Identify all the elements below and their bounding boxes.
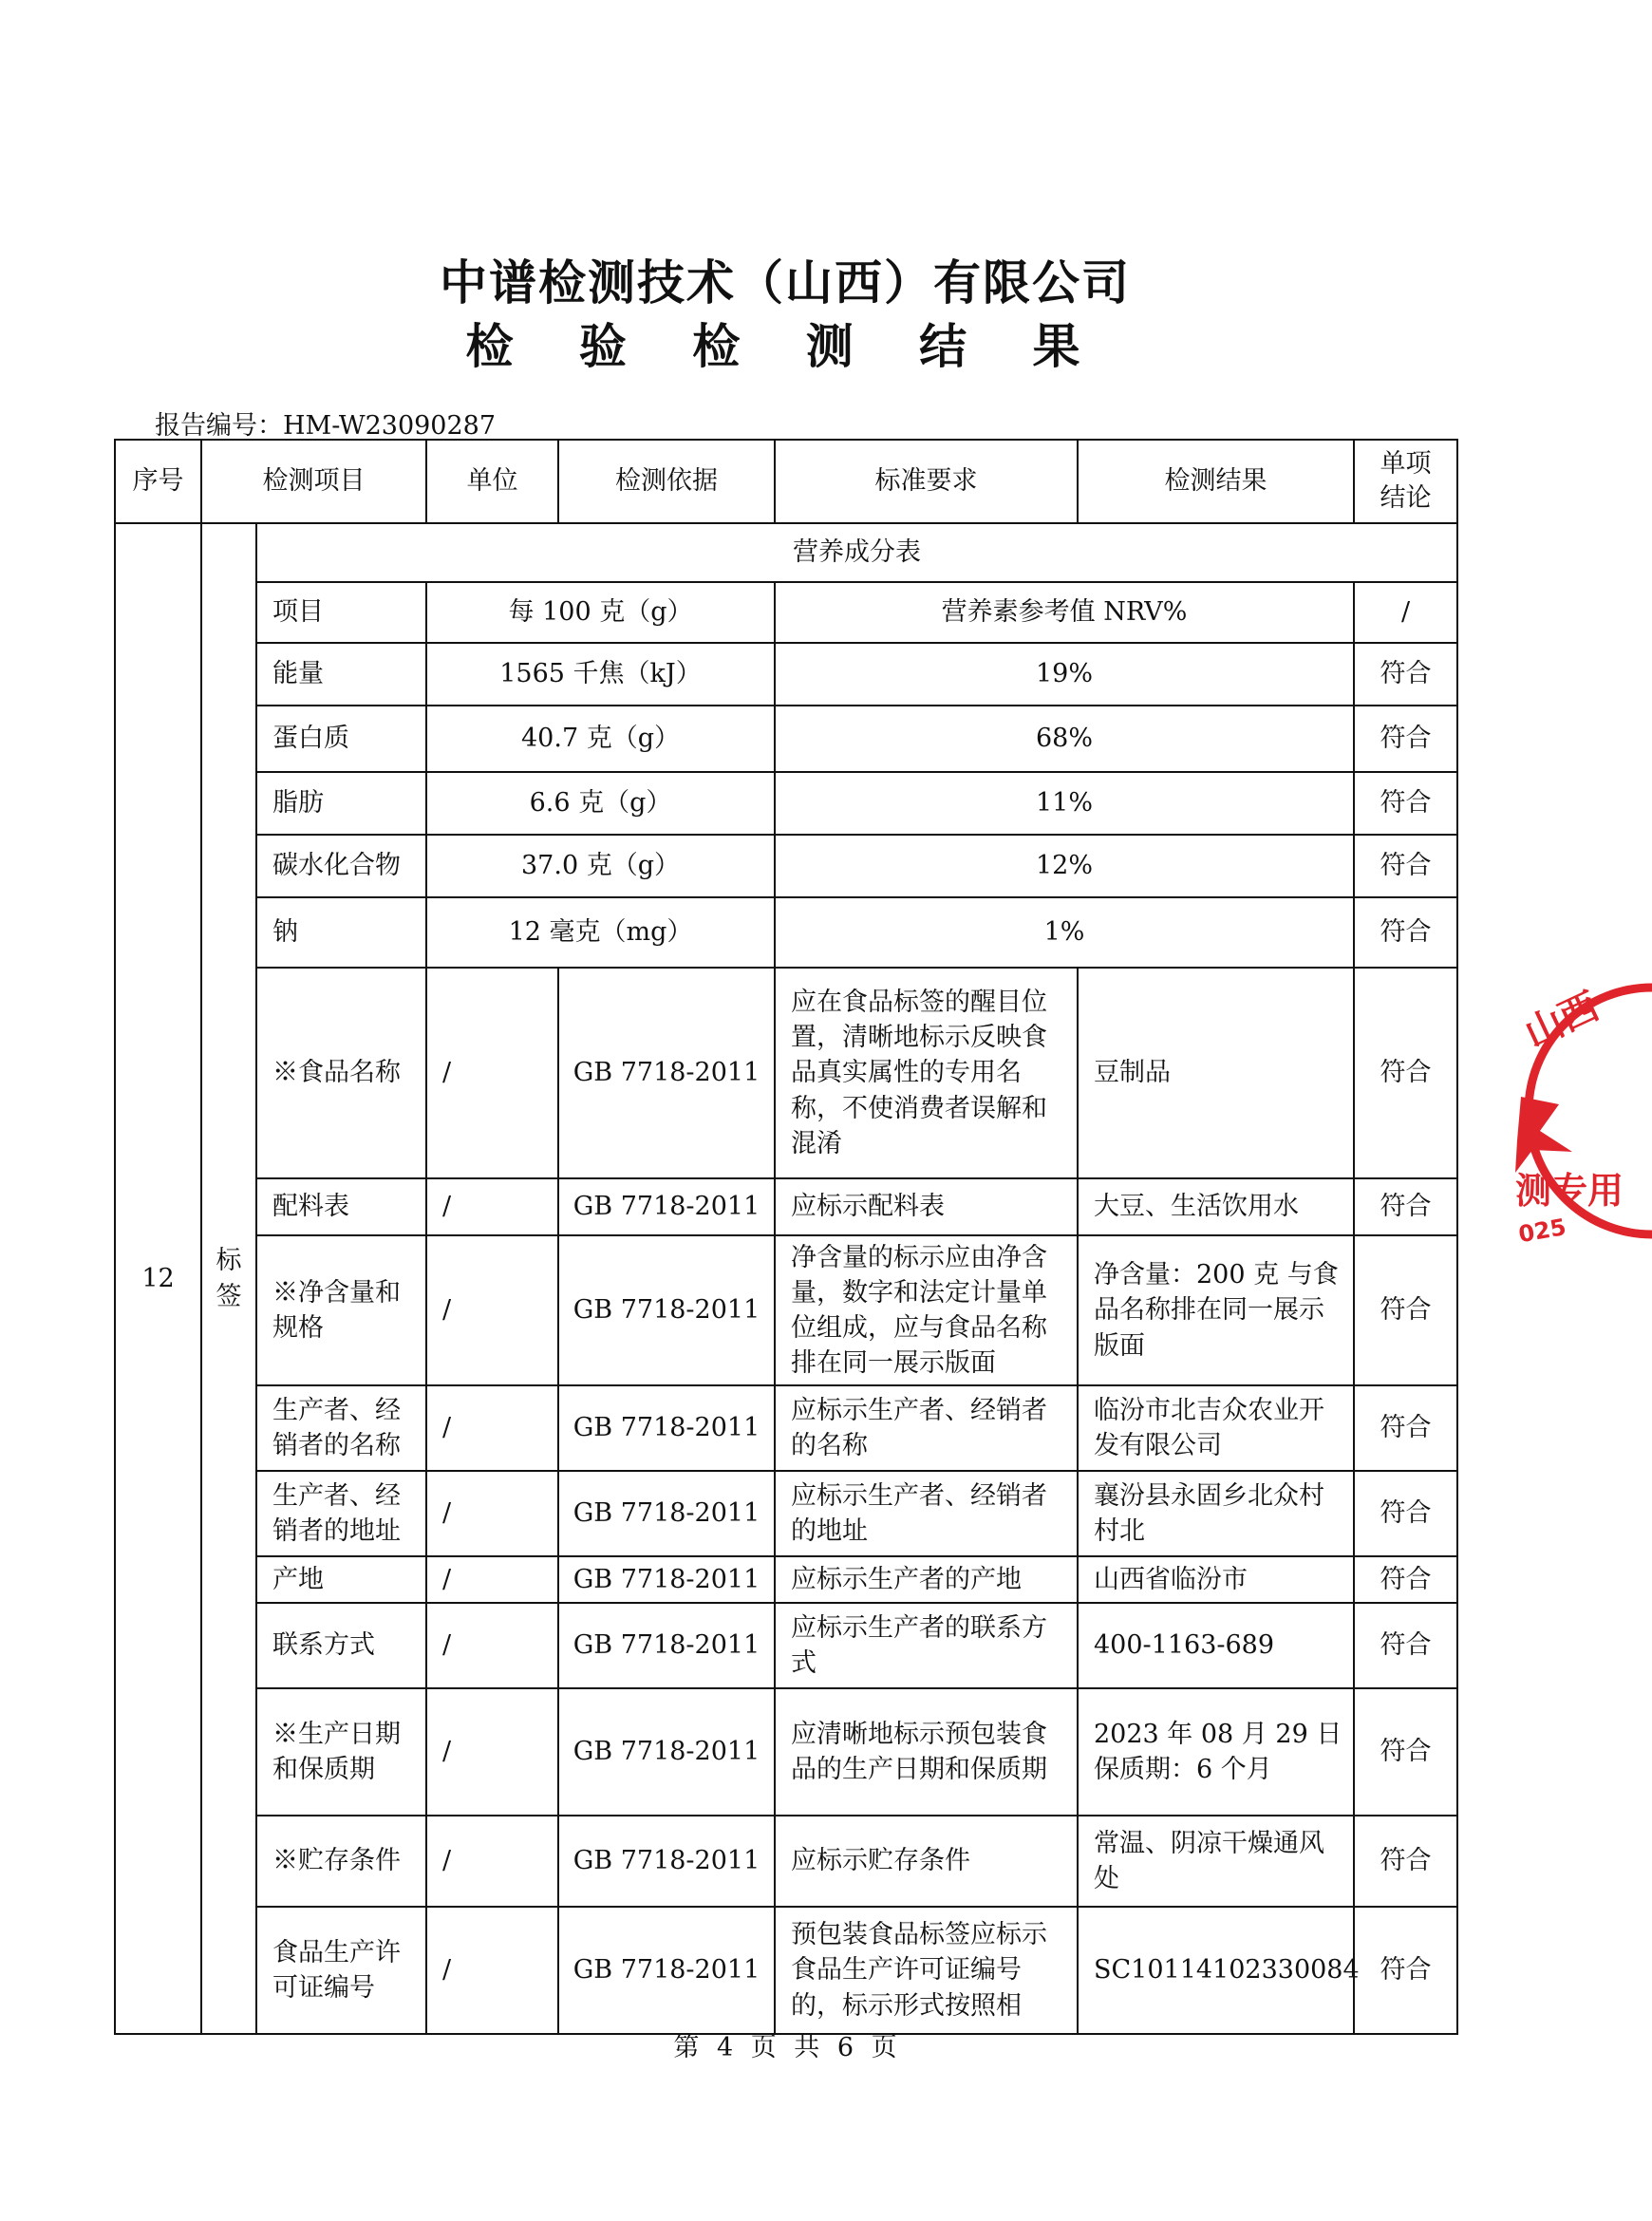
item-conclusion: 符合: [1354, 968, 1457, 1178]
category-text: 标签: [216, 1245, 242, 1311]
item-requirement: 应在食品标签的醒目位置，清晰地标示反映食品真实属性的专用名称，不使消费者误解和混淆: [775, 968, 1078, 1178]
nutrition-title: 营养成分表: [256, 523, 1457, 582]
label-item-row: [115, 1235, 1457, 1385]
stamp-text-num: 025: [1516, 1214, 1568, 1249]
item-requirement: 净含量的标示应由净含量，数字和法定计量单位组成，应与食品名称排在同一展示版面: [775, 1235, 1078, 1385]
nutrient-nrv: 12%: [775, 835, 1354, 897]
item-unit: /: [426, 1178, 558, 1235]
item-basis: GB 7718-2011: [558, 1471, 775, 1556]
item-basis: GB 7718-2011: [558, 1385, 775, 1471]
item-conclusion: 符合: [1354, 1556, 1457, 1603]
item-result: 净含量：200 克 与食品名称排在同一展示版面: [1078, 1235, 1354, 1385]
label-item-row: [115, 1471, 1457, 1556]
item-name: 食品生产许可证编号: [256, 1907, 426, 2034]
label-item-row: [115, 1907, 1457, 2034]
col-header-requirement: 标准要求: [775, 440, 1078, 523]
conclusion-header-text: 单项结论: [1380, 448, 1432, 513]
nutrient-name: 蛋白质: [256, 706, 426, 772]
item-conclusion: 符合: [1354, 1688, 1457, 1816]
col-header-unit: 单位: [426, 440, 558, 523]
item-basis: GB 7718-2011: [558, 1178, 775, 1235]
nutrient-per100: 12 毫克（mg）: [426, 897, 775, 968]
label-item-row: [115, 1688, 1457, 1816]
page-number: 第 4 页 共 6 页: [673, 2033, 897, 2062]
item-basis: GB 7718-2011: [558, 1907, 775, 2034]
item-conclusion: 符合: [1354, 1816, 1457, 1907]
item-unit: /: [426, 1688, 558, 1816]
item-unit: /: [426, 968, 558, 1178]
nutrient-nrv: 11%: [775, 772, 1354, 835]
item-result: 常温、阴凉干燥通风处: [1078, 1816, 1354, 1907]
label-item-row: [115, 1385, 1457, 1471]
document-title: 检 验 检 测 结 果: [465, 319, 1105, 374]
item-unit: /: [426, 1471, 558, 1556]
item-requirement: 应标示生产者的联系方式: [775, 1603, 1078, 1688]
item-requirement: 应标示生产者的产地: [775, 1556, 1078, 1603]
item-result: 400-1163-689: [1078, 1603, 1354, 1688]
nutrient-per100: 6.6 克（g）: [426, 772, 775, 835]
nutrient-conclusion: 符合: [1354, 835, 1457, 897]
nutrient-conclusion: 符合: [1354, 897, 1457, 968]
item-conclusion: 符合: [1354, 1603, 1457, 1688]
nutrient-per100: 1565 千焦（kJ）: [426, 643, 775, 706]
item-requirement: 应标示生产者、经销者的地址: [775, 1471, 1078, 1556]
col-header-basis: 检测依据: [558, 440, 775, 523]
item-name: 联系方式: [256, 1603, 426, 1688]
label-item-row: [115, 1816, 1457, 1907]
nutrient-name: 能量: [256, 643, 426, 706]
item-conclusion: 符合: [1354, 1385, 1457, 1471]
item-basis: GB 7718-2011: [558, 1235, 775, 1385]
item-name: ※食品名称: [256, 968, 426, 1178]
header-row: [115, 440, 1457, 523]
col-header-seq: 序号: [115, 440, 201, 523]
nutrient-nrv: 1%: [775, 897, 1354, 968]
item-unit: /: [426, 1235, 558, 1385]
item-unit: /: [426, 1385, 558, 1471]
label-item-row: [115, 1178, 1457, 1235]
nutrition-row: [115, 706, 1457, 772]
col-header-conclusion: [1354, 440, 1457, 523]
group-category: [201, 523, 256, 2034]
item-result: 山西省临汾市: [1078, 1556, 1354, 1603]
nutrition-head-conclusion: /: [1354, 582, 1457, 643]
item-name: 配料表: [256, 1178, 426, 1235]
item-unit: /: [426, 1603, 558, 1688]
item-requirement: 应清晰地标示预包装食品的生产日期和保质期: [775, 1688, 1078, 1816]
report-number: 报告编号：HM-W23090287: [155, 411, 497, 441]
item-unit: /: [426, 1816, 558, 1907]
item-basis: GB 7718-2011: [558, 968, 775, 1178]
nutrient-nrv: 68%: [775, 706, 1354, 772]
item-basis: GB 7718-2011: [558, 1556, 775, 1603]
item-name: ※贮存条件: [256, 1816, 426, 1907]
nutrient-per100: 40.7 克（g）: [426, 706, 775, 772]
nutrition-head-nrv: 营养素参考值 NRV%: [775, 582, 1354, 643]
item-requirement: 应标示配料表: [775, 1178, 1078, 1235]
item-name: 生产者、经销者的地址: [256, 1471, 426, 1556]
nutrient-conclusion: 符合: [1354, 706, 1457, 772]
nutrient-name: 钠: [256, 897, 426, 968]
nutrient-conclusion: 符合: [1354, 643, 1457, 706]
nutrient-name: 碳水化合物: [256, 835, 426, 897]
item-result: 大豆、生活饮用水: [1078, 1178, 1354, 1235]
item-conclusion: 符合: [1354, 1471, 1457, 1556]
col-header-item: 检测项目: [201, 440, 426, 523]
item-unit: /: [426, 1907, 558, 2034]
nutrition-head-row: [115, 582, 1457, 643]
stamp-text-top: 山西: [1518, 984, 1606, 1057]
item-conclusion: 符合: [1354, 1178, 1457, 1235]
item-basis: GB 7718-2011: [558, 1603, 775, 1688]
item-requirement: 预包装食品标签应标示食品生产许可证编号的，标示形式按照相: [775, 1907, 1078, 2034]
item-name: ※生产日期和保质期: [256, 1688, 426, 1816]
item-basis: GB 7718-2011: [558, 1688, 775, 1816]
company-title: 中谱检测技术（山西）有限公司: [440, 255, 1131, 311]
label-item-row: [115, 1556, 1457, 1603]
item-conclusion: 符合: [1354, 1907, 1457, 2034]
item-result: 临汾市北吉众农业开发有限公司: [1078, 1385, 1354, 1471]
nutrition-row: [115, 643, 1457, 706]
col-header-result: 检测结果: [1078, 440, 1354, 523]
label-item-row: [115, 1603, 1457, 1688]
item-result: 襄汾县永固乡北众村村北: [1078, 1471, 1354, 1556]
label-item-row: [115, 968, 1457, 1178]
nutrition-head-item: 项目: [256, 582, 426, 643]
results-table: [114, 439, 1458, 2035]
nutrient-per100: 37.0 克（g）: [426, 835, 775, 897]
nutrition-title-row: [115, 523, 1457, 582]
item-result: 豆制品: [1078, 968, 1354, 1178]
stamp-text-mid: 测专用: [1515, 1170, 1624, 1212]
item-name: 生产者、经销者的名称: [256, 1385, 426, 1471]
item-result: 2023 年 08 月 29 日 保质期：6 个月: [1078, 1688, 1354, 1816]
group-seq: 12: [115, 523, 201, 2034]
item-name: ※净含量和规格: [256, 1235, 426, 1385]
inspection-stamp: [1510, 954, 1652, 1268]
nutrition-head-per100: 每 100 克（g）: [426, 582, 775, 643]
nutrition-row: [115, 772, 1457, 835]
item-name: 产地: [256, 1556, 426, 1603]
nutrition-row: [115, 835, 1457, 897]
nutrient-nrv: 19%: [775, 643, 1354, 706]
nutrient-name: 脂肪: [256, 772, 426, 835]
item-requirement: 应标示贮存条件: [775, 1816, 1078, 1907]
item-basis: GB 7718-2011: [558, 1816, 775, 1907]
item-result: SC10114102330084: [1078, 1907, 1354, 2034]
item-requirement: 应标示生产者、经销者的名称: [775, 1385, 1078, 1471]
item-conclusion: 符合: [1354, 1235, 1457, 1385]
nutrient-conclusion: 符合: [1354, 772, 1457, 835]
nutrition-row: [115, 897, 1457, 968]
item-unit: /: [426, 1556, 558, 1603]
